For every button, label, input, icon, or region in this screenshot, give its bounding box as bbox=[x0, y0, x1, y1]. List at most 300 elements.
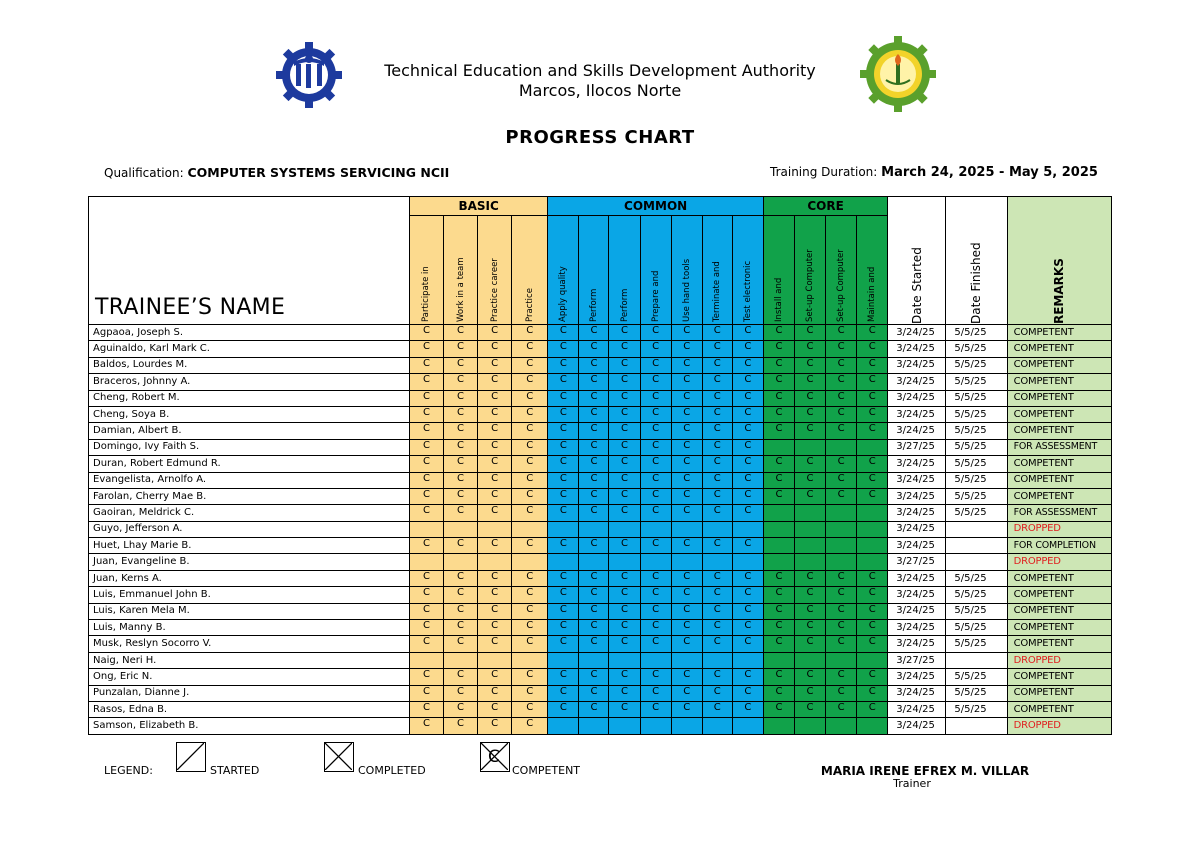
common-unit-cell: C bbox=[732, 406, 763, 422]
core-unit-cell: C bbox=[857, 669, 888, 685]
common-unit-cell: C bbox=[609, 570, 640, 586]
core-unit-cell: C bbox=[826, 636, 857, 652]
core-unit-cell: C bbox=[795, 603, 826, 619]
date-finished-header: Date Finished bbox=[946, 197, 1007, 325]
core-unit-cell: C bbox=[826, 603, 857, 619]
common-unit-cell: C bbox=[609, 456, 640, 472]
remarks-cell: COMPETENT bbox=[1007, 587, 1111, 603]
basic-unit-cell: C bbox=[409, 538, 443, 554]
core-unit-cell: C bbox=[763, 374, 794, 390]
common-unit-cell: C bbox=[702, 456, 732, 472]
trainee-name: Luis, Karen Mela M. bbox=[89, 603, 410, 619]
common-unit-cell: C bbox=[732, 603, 763, 619]
date-finished-cell: 5/5/25 bbox=[946, 325, 1007, 341]
basic-unit-cell: C bbox=[512, 570, 548, 586]
trainee-name: Farolan, Cherry Mae B. bbox=[89, 488, 410, 504]
core-unit-cell: C bbox=[795, 570, 826, 586]
date-started-cell: 3/24/25 bbox=[888, 538, 946, 554]
common-unit-cell: C bbox=[609, 325, 640, 341]
trainee-name: Agpaoa, Joseph S. bbox=[89, 325, 410, 341]
common-unit-cell: C bbox=[640, 669, 671, 685]
trainee-name: Juan, Kerns A. bbox=[89, 570, 410, 586]
common-unit-cell: C bbox=[579, 488, 609, 504]
common-unit-cell: C bbox=[579, 456, 609, 472]
basic-unit-cell: C bbox=[512, 456, 548, 472]
common-unit-cell: C bbox=[609, 538, 640, 554]
common-unit-cell: C bbox=[548, 505, 579, 521]
trainee-name: Luis, Emmanuel John B. bbox=[89, 587, 410, 603]
common-unit-cell: C bbox=[671, 587, 702, 603]
trainee-name: Aguinaldo, Karl Mark C. bbox=[89, 341, 410, 357]
common-unit-cell bbox=[579, 718, 609, 734]
common-unit-cell: C bbox=[640, 357, 671, 373]
table-row bbox=[89, 636, 1112, 652]
core-unit-cell bbox=[795, 505, 826, 521]
core-unit-cell: C bbox=[795, 341, 826, 357]
remarks-cell: FOR ASSESSMENT bbox=[1007, 505, 1111, 521]
basic-unit-cell: C bbox=[409, 488, 443, 504]
common-unit-cell: C bbox=[702, 587, 732, 603]
common-unit-cell: C bbox=[640, 620, 671, 636]
date-started-cell: 3/24/25 bbox=[888, 570, 946, 586]
core-unit-cell: C bbox=[826, 620, 857, 636]
date-finished-cell bbox=[946, 718, 1007, 734]
table-row bbox=[89, 505, 1112, 521]
basic-unit-cell: C bbox=[512, 374, 548, 390]
basic-unit-cell: C bbox=[444, 390, 478, 406]
remarks-cell: COMPETENT bbox=[1007, 636, 1111, 652]
core-unit-cell: C bbox=[857, 406, 888, 422]
common-unit-cell bbox=[640, 652, 671, 668]
basic-unit-cell bbox=[512, 554, 548, 570]
trainee-name: Naig, Neri H. bbox=[89, 652, 410, 668]
common-unit-cell: C bbox=[579, 685, 609, 701]
table-row bbox=[89, 341, 1112, 357]
core-unit-cell bbox=[857, 521, 888, 537]
date-finished-cell: 5/5/25 bbox=[946, 357, 1007, 373]
basic-unit-cell: C bbox=[409, 620, 443, 636]
common-unit-cell: C bbox=[579, 374, 609, 390]
trainee-name: Luis, Manny B. bbox=[89, 620, 410, 636]
common-unit-cell: C bbox=[579, 669, 609, 685]
trainee-name: Duran, Robert Edmund R. bbox=[89, 456, 410, 472]
date-started-cell: 3/27/25 bbox=[888, 439, 946, 455]
core-unit-cell bbox=[826, 439, 857, 455]
table-row bbox=[89, 390, 1112, 406]
core-unit-cell: C bbox=[795, 357, 826, 373]
basic-unit-cell: C bbox=[478, 538, 512, 554]
core-unit-cell: C bbox=[763, 636, 794, 652]
core-unit-cell bbox=[826, 538, 857, 554]
common-unit-cell: C bbox=[671, 620, 702, 636]
core-unit-cell: C bbox=[795, 685, 826, 701]
core-unit-cell: C bbox=[857, 620, 888, 636]
core-unit-cell: C bbox=[826, 423, 857, 439]
core-group-header: CORE bbox=[763, 197, 887, 216]
common-unit-cell: C bbox=[702, 423, 732, 439]
date-started-cell: 3/24/25 bbox=[888, 341, 946, 357]
basic-unit-cell: C bbox=[409, 406, 443, 422]
basic-unit-cell: C bbox=[478, 423, 512, 439]
trainee-name: Huet, Lhay Marie B. bbox=[89, 538, 410, 554]
common-unit-cell: C bbox=[671, 603, 702, 619]
common-unit-cell: C bbox=[702, 406, 732, 422]
core-unit-cell bbox=[763, 439, 794, 455]
remarks-cell: FOR ASSESSMENT bbox=[1007, 439, 1111, 455]
common-unit-cell: C bbox=[640, 701, 671, 717]
common-unit-cell: C bbox=[732, 620, 763, 636]
core-unit-cell bbox=[763, 652, 794, 668]
core-unit-cell: C bbox=[795, 374, 826, 390]
common-unit-cell: C bbox=[548, 488, 579, 504]
qualification-label: Qualification: bbox=[104, 166, 184, 180]
basic-unit-cell: C bbox=[512, 538, 548, 554]
basic-unit-cell: C bbox=[478, 390, 512, 406]
core-unit-cell: C bbox=[763, 570, 794, 586]
common-unit-cell bbox=[732, 521, 763, 537]
common-unit-cell: C bbox=[732, 456, 763, 472]
common-unit-cell: C bbox=[732, 390, 763, 406]
core-unit-cell bbox=[857, 505, 888, 521]
common-unit-cell: C bbox=[671, 423, 702, 439]
date-started-cell: 3/24/25 bbox=[888, 472, 946, 488]
common-unit-cell: C bbox=[702, 439, 732, 455]
common-unit-cell bbox=[732, 554, 763, 570]
basic-unit-cell: C bbox=[444, 669, 478, 685]
core-unit-cell: C bbox=[795, 620, 826, 636]
trainee-name: Musk, Reslyn Socorro V. bbox=[89, 636, 410, 652]
basic-unit-cell: C bbox=[478, 570, 512, 586]
table-row bbox=[89, 456, 1112, 472]
trainee-name: Rasos, Edna B. bbox=[89, 701, 410, 717]
common-unit-cell: C bbox=[732, 701, 763, 717]
common-unit-cell bbox=[548, 718, 579, 734]
core-unit-cell bbox=[857, 652, 888, 668]
core-unit-cell bbox=[826, 652, 857, 668]
table-row bbox=[89, 538, 1112, 554]
date-started-cell: 3/24/25 bbox=[888, 406, 946, 422]
date-finished-cell: 5/5/25 bbox=[946, 439, 1007, 455]
common-unit-cell: C bbox=[640, 439, 671, 455]
table-row bbox=[89, 554, 1112, 570]
basic-unit-cell bbox=[444, 652, 478, 668]
basic-unit-cell: C bbox=[512, 472, 548, 488]
table-row bbox=[89, 652, 1112, 668]
core-unit-cell: C bbox=[826, 587, 857, 603]
remarks-cell: FOR COMPLETION bbox=[1007, 538, 1111, 554]
common-unit-cell: C bbox=[548, 620, 579, 636]
common-unit-cell: C bbox=[548, 570, 579, 586]
basic-unit-cell: C bbox=[444, 374, 478, 390]
common-unit-cell: C bbox=[609, 620, 640, 636]
common-unit-cell bbox=[732, 718, 763, 734]
qualification-line bbox=[104, 165, 449, 180]
basic-unit-cell: C bbox=[409, 603, 443, 619]
common-unit-cell: C bbox=[671, 456, 702, 472]
common-unit-header: Apply quality bbox=[548, 216, 579, 325]
basic-unit-cell bbox=[512, 521, 548, 537]
core-unit-cell: C bbox=[826, 456, 857, 472]
basic-unit-cell: C bbox=[444, 341, 478, 357]
core-unit-cell bbox=[826, 521, 857, 537]
table-row bbox=[89, 620, 1112, 636]
basic-unit-cell: C bbox=[512, 390, 548, 406]
common-unit-cell bbox=[702, 652, 732, 668]
trainee-name: Evangelista, Arnolfo A. bbox=[89, 472, 410, 488]
core-unit-cell: C bbox=[795, 325, 826, 341]
table-row bbox=[89, 603, 1112, 619]
basic-unit-cell: C bbox=[409, 718, 443, 734]
remarks-cell: COMPETENT bbox=[1007, 701, 1111, 717]
basic-unit-cell: C bbox=[478, 325, 512, 341]
common-unit-cell: C bbox=[640, 390, 671, 406]
date-finished-cell bbox=[946, 554, 1007, 570]
remarks-cell: COMPETENT bbox=[1007, 488, 1111, 504]
common-unit-cell: C bbox=[579, 357, 609, 373]
core-unit-header: Set-up Computer bbox=[826, 216, 857, 325]
common-unit-cell: C bbox=[640, 488, 671, 504]
basic-unit-cell: C bbox=[444, 325, 478, 341]
core-unit-cell: C bbox=[795, 406, 826, 422]
core-unit-cell bbox=[795, 521, 826, 537]
core-unit-cell: C bbox=[826, 357, 857, 373]
common-unit-cell bbox=[671, 554, 702, 570]
core-unit-cell: C bbox=[857, 357, 888, 373]
common-unit-cell: C bbox=[579, 472, 609, 488]
common-unit-cell: C bbox=[579, 603, 609, 619]
date-started-cell: 3/24/25 bbox=[888, 521, 946, 537]
basic-unit-cell: C bbox=[512, 701, 548, 717]
core-unit-cell: C bbox=[795, 456, 826, 472]
basic-unit-cell: C bbox=[478, 472, 512, 488]
common-unit-cell: C bbox=[579, 587, 609, 603]
trainee-name: Damian, Albert B. bbox=[89, 423, 410, 439]
common-unit-cell: C bbox=[579, 439, 609, 455]
basic-unit-cell: C bbox=[444, 357, 478, 373]
common-unit-cell: C bbox=[702, 685, 732, 701]
common-unit-cell bbox=[579, 652, 609, 668]
core-unit-cell: C bbox=[857, 472, 888, 488]
common-unit-cell: C bbox=[702, 390, 732, 406]
common-unit-cell: C bbox=[548, 587, 579, 603]
common-group-header: COMMON bbox=[548, 197, 764, 216]
basic-unit-cell: C bbox=[478, 341, 512, 357]
training-duration-line bbox=[770, 165, 1098, 180]
basic-unit-cell: C bbox=[409, 636, 443, 652]
table-row bbox=[89, 669, 1112, 685]
date-started-cell: 3/24/25 bbox=[888, 701, 946, 717]
common-unit-cell bbox=[702, 718, 732, 734]
common-unit-cell: C bbox=[579, 636, 609, 652]
basic-unit-cell: C bbox=[478, 685, 512, 701]
core-unit-header: Set-up Computer bbox=[795, 216, 826, 325]
basic-unit-cell: C bbox=[478, 603, 512, 619]
core-unit-cell: C bbox=[826, 570, 857, 586]
common-unit-header: Perform bbox=[609, 216, 640, 325]
basic-unit-cell: C bbox=[409, 669, 443, 685]
core-unit-cell: C bbox=[857, 325, 888, 341]
remarks-cell: COMPETENT bbox=[1007, 620, 1111, 636]
date-finished-cell: 5/5/25 bbox=[946, 488, 1007, 504]
basic-unit-cell: C bbox=[444, 620, 478, 636]
basic-unit-cell: C bbox=[478, 505, 512, 521]
basic-unit-cell: C bbox=[444, 406, 478, 422]
common-unit-cell: C bbox=[702, 357, 732, 373]
remarks-cell: DROPPED bbox=[1007, 554, 1111, 570]
date-finished-cell: 5/5/25 bbox=[946, 505, 1007, 521]
remarks-cell: COMPETENT bbox=[1007, 685, 1111, 701]
common-unit-cell: C bbox=[702, 603, 732, 619]
core-unit-cell: C bbox=[763, 685, 794, 701]
basic-unit-cell: C bbox=[478, 406, 512, 422]
common-unit-cell: C bbox=[671, 685, 702, 701]
common-unit-cell: C bbox=[702, 505, 732, 521]
core-unit-cell: C bbox=[857, 701, 888, 717]
core-unit-cell: C bbox=[795, 472, 826, 488]
basic-unit-cell: C bbox=[512, 488, 548, 504]
common-unit-cell: C bbox=[609, 374, 640, 390]
remarks-cell: COMPETENT bbox=[1007, 325, 1111, 341]
common-unit-cell: C bbox=[548, 701, 579, 717]
table-row bbox=[89, 472, 1112, 488]
core-unit-cell: C bbox=[857, 423, 888, 439]
core-unit-cell: C bbox=[795, 636, 826, 652]
common-unit-header: Use hand tools bbox=[671, 216, 702, 325]
table-row bbox=[89, 587, 1112, 603]
remarks-cell: DROPPED bbox=[1007, 718, 1111, 734]
basic-unit-cell: C bbox=[512, 439, 548, 455]
common-unit-cell: C bbox=[609, 423, 640, 439]
core-unit-cell bbox=[763, 718, 794, 734]
core-unit-cell: C bbox=[763, 472, 794, 488]
basic-unit-cell: C bbox=[444, 570, 478, 586]
date-finished-cell: 5/5/25 bbox=[946, 669, 1007, 685]
date-finished-cell: 5/5/25 bbox=[946, 603, 1007, 619]
trainee-name: Domingo, Ivy Faith S. bbox=[89, 439, 410, 455]
trainee-name: Guyo, Jefferson A. bbox=[89, 521, 410, 537]
common-unit-cell: C bbox=[579, 390, 609, 406]
core-unit-cell: C bbox=[857, 456, 888, 472]
common-unit-cell bbox=[609, 718, 640, 734]
common-unit-cell bbox=[579, 521, 609, 537]
common-unit-cell bbox=[609, 521, 640, 537]
common-unit-cell: C bbox=[579, 505, 609, 521]
core-unit-cell: C bbox=[763, 390, 794, 406]
date-started-cell: 3/24/25 bbox=[888, 488, 946, 504]
basic-unit-cell: C bbox=[409, 570, 443, 586]
common-unit-cell bbox=[640, 554, 671, 570]
common-unit-cell: C bbox=[609, 439, 640, 455]
common-unit-cell: C bbox=[671, 570, 702, 586]
common-unit-header: Prepare and bbox=[640, 216, 671, 325]
common-unit-cell: C bbox=[732, 374, 763, 390]
common-unit-cell: C bbox=[732, 325, 763, 341]
core-unit-cell: C bbox=[826, 390, 857, 406]
common-unit-cell: C bbox=[548, 685, 579, 701]
competent-box-mark: C bbox=[488, 747, 500, 767]
common-unit-cell: C bbox=[702, 488, 732, 504]
core-unit-cell: C bbox=[763, 701, 794, 717]
common-unit-cell: C bbox=[609, 701, 640, 717]
basic-unit-cell: C bbox=[444, 718, 478, 734]
date-started-cell: 3/24/25 bbox=[888, 456, 946, 472]
organization-location: Marcos, Ilocos Norte bbox=[518, 81, 682, 100]
core-unit-cell: C bbox=[857, 374, 888, 390]
core-unit-cell: C bbox=[795, 390, 826, 406]
table-row bbox=[89, 570, 1112, 586]
basic-unit-cell: C bbox=[478, 718, 512, 734]
basic-unit-cell: C bbox=[444, 439, 478, 455]
common-unit-cell bbox=[609, 554, 640, 570]
common-unit-cell bbox=[640, 718, 671, 734]
basic-unit-cell: C bbox=[444, 636, 478, 652]
date-started-cell: 3/24/25 bbox=[888, 669, 946, 685]
core-unit-cell bbox=[763, 554, 794, 570]
core-unit-cell: C bbox=[763, 603, 794, 619]
basic-unit-cell: C bbox=[512, 423, 548, 439]
basic-unit-cell: C bbox=[409, 505, 443, 521]
date-finished-cell: 5/5/25 bbox=[946, 685, 1007, 701]
table-row bbox=[89, 439, 1112, 455]
legend-completed: COMPLETED bbox=[358, 764, 426, 777]
basic-unit-cell: C bbox=[478, 488, 512, 504]
basic-unit-cell: C bbox=[512, 325, 548, 341]
basic-unit-cell: C bbox=[409, 390, 443, 406]
common-unit-cell: C bbox=[671, 636, 702, 652]
basic-unit-cell: C bbox=[444, 423, 478, 439]
core-unit-cell: C bbox=[857, 636, 888, 652]
common-unit-cell: C bbox=[640, 325, 671, 341]
common-unit-cell: C bbox=[548, 456, 579, 472]
common-unit-cell: C bbox=[579, 325, 609, 341]
common-unit-cell: C bbox=[579, 406, 609, 422]
basic-unit-cell: C bbox=[409, 472, 443, 488]
core-unit-cell: C bbox=[826, 341, 857, 357]
basic-unit-cell: C bbox=[444, 587, 478, 603]
remarks-cell: DROPPED bbox=[1007, 652, 1111, 668]
common-unit-cell: C bbox=[579, 341, 609, 357]
common-unit-cell bbox=[702, 521, 732, 537]
date-finished-cell: 5/5/25 bbox=[946, 472, 1007, 488]
trainee-name: Cheng, Robert M. bbox=[89, 390, 410, 406]
basic-unit-cell: C bbox=[478, 620, 512, 636]
core-unit-cell bbox=[763, 521, 794, 537]
core-unit-cell: C bbox=[857, 341, 888, 357]
basic-unit-cell: C bbox=[478, 374, 512, 390]
common-unit-cell: C bbox=[702, 701, 732, 717]
basic-unit-cell: C bbox=[512, 685, 548, 701]
basic-unit-cell: C bbox=[409, 439, 443, 455]
common-unit-cell: C bbox=[548, 423, 579, 439]
common-unit-cell: C bbox=[609, 390, 640, 406]
common-unit-cell: C bbox=[732, 685, 763, 701]
common-unit-cell: C bbox=[609, 406, 640, 422]
legend-label: LEGEND: bbox=[104, 764, 153, 777]
common-unit-cell: C bbox=[702, 341, 732, 357]
core-unit-cell: C bbox=[857, 685, 888, 701]
common-unit-cell: C bbox=[671, 439, 702, 455]
core-unit-cell bbox=[857, 439, 888, 455]
remarks-cell: COMPETENT bbox=[1007, 669, 1111, 685]
common-unit-cell bbox=[548, 521, 579, 537]
common-unit-header: Terminate and bbox=[702, 216, 732, 325]
common-unit-cell: C bbox=[609, 357, 640, 373]
basic-unit-cell bbox=[444, 554, 478, 570]
common-unit-cell: C bbox=[548, 390, 579, 406]
common-unit-cell: C bbox=[609, 636, 640, 652]
trainee-name: Gaoiran, Meldrick C. bbox=[89, 505, 410, 521]
common-unit-cell: C bbox=[732, 423, 763, 439]
